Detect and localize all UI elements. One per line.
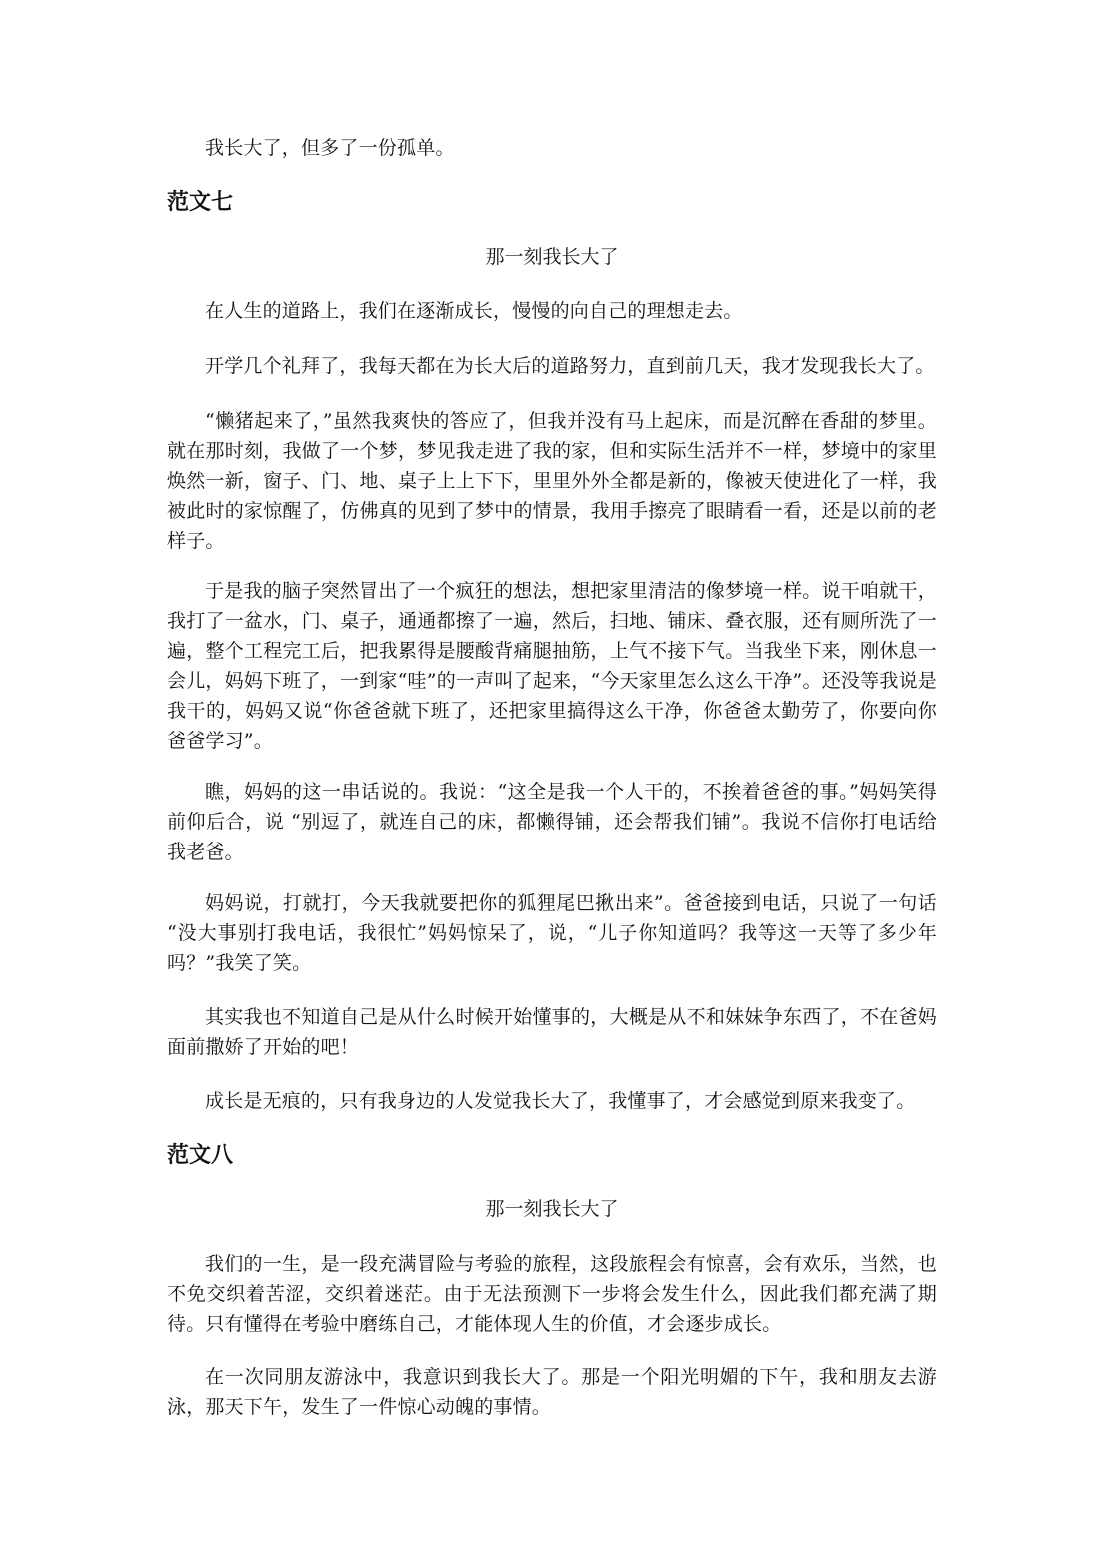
paragraph: 在人生的道路上，我们在逐渐成长，慢慢的向自己的理想走去。	[205, 300, 743, 322]
section-heading: 范文八	[167, 1143, 234, 1168]
paragraph: 开学几个礼拜了，我每天都在为长大后的道路努力，直到前几天，我才发现我长大了。	[205, 355, 935, 377]
paragraph: 瞧，妈妈的这一串话说的。我说：“这全是我一个人干的，不挨着爸爸的事。”妈妈笑得前仰后合，说 “别逗了，就连自己的床，都懒得铺，还会帮我们铺”。我说不信你打电话给我老爸。	[167, 781, 937, 863]
paragraph: 我们的一生，是一段充满冒险与考验的旅程，这段旅程会有惊喜，会有欢乐，当然，也不免交织着苦涩，交织着迷茫。由于无法预测下一步将会发生什么，因此我们都充满了期待。只有懂得在考验中磨练自己，才能体现人生的价值，才会逐步成长。	[167, 1253, 937, 1335]
paragraph: 妈妈说，打就打，今天我就要把你的狐狸尾巴揪出来”。爸爸接到电话，只说了一句话 “没大事别打我电话，我很忙”妈妈惊呆了，说，“儿子你知道吗？我等这一天等了多少年吗？”我笑了笑。	[167, 892, 937, 974]
paragraph: 其实我也不知道自己是从什么时候开始懂事的，大概是从不和妹妹争东西了，不在爸妈面前撒娇了开始的吧！	[167, 1006, 937, 1058]
essay-title: 那一刻我长大了	[485, 246, 619, 268]
paragraph: 在一次同朋友游泳中，我意识到我长大了。那是一个阳光明媚的下午，我和朋友去游泳，那天下午，发生了一件惊心动魄的事情。	[167, 1366, 937, 1418]
essay-title: 那一刻我长大了	[485, 1198, 619, 1220]
paragraph: 我长大了，但多了一份孤单。	[205, 137, 455, 159]
paragraph: 成长是无痕的，只有我身边的人发觉我长大了，我懂事了，才会感觉到原来我变了。	[205, 1090, 916, 1112]
paragraph: 于是我的脑子突然冒出了一个疯狂的想法，想把家里清洁的像梦境一样。说干咱就干，我打了一盆水，门、桌子，通通都擦了一遍，然后，扫地、铺床、叠衣服，还有厕所洗了一遍，整个工程完工后，把我累得是腰酸背痛腿抽筋，上气不接下气。当我坐下来，刚休息一会儿，妈妈下班了，一到家“哇”的一声叫了起来，“今天家里怎么这么干净”。还没等我说是我干的，妈妈又说“你爸爸就下班了，还把家里搞得这么干净，你爸爸太勤劳了，你要向你爸爸学习”。	[167, 580, 937, 752]
paragraph: “懒猪起来了，”虽然我爽快的答应了，但我并没有马上起床，而是沉醉在香甜的梦里。就在那时刻，我做了一个梦，梦见我走进了我的家，但和实际生活并不一样，梦境中的家里焕然一新，窗子、门、地、桌子上上下下，里里外外全都是新的，像被天使进化了一样，我被此时的家惊醒了，仿佛真的见到了梦中的情景，我用手擦亮了眼睛看一看，还是以前的老样子。	[167, 410, 937, 552]
section-heading: 范文七	[167, 190, 234, 215]
